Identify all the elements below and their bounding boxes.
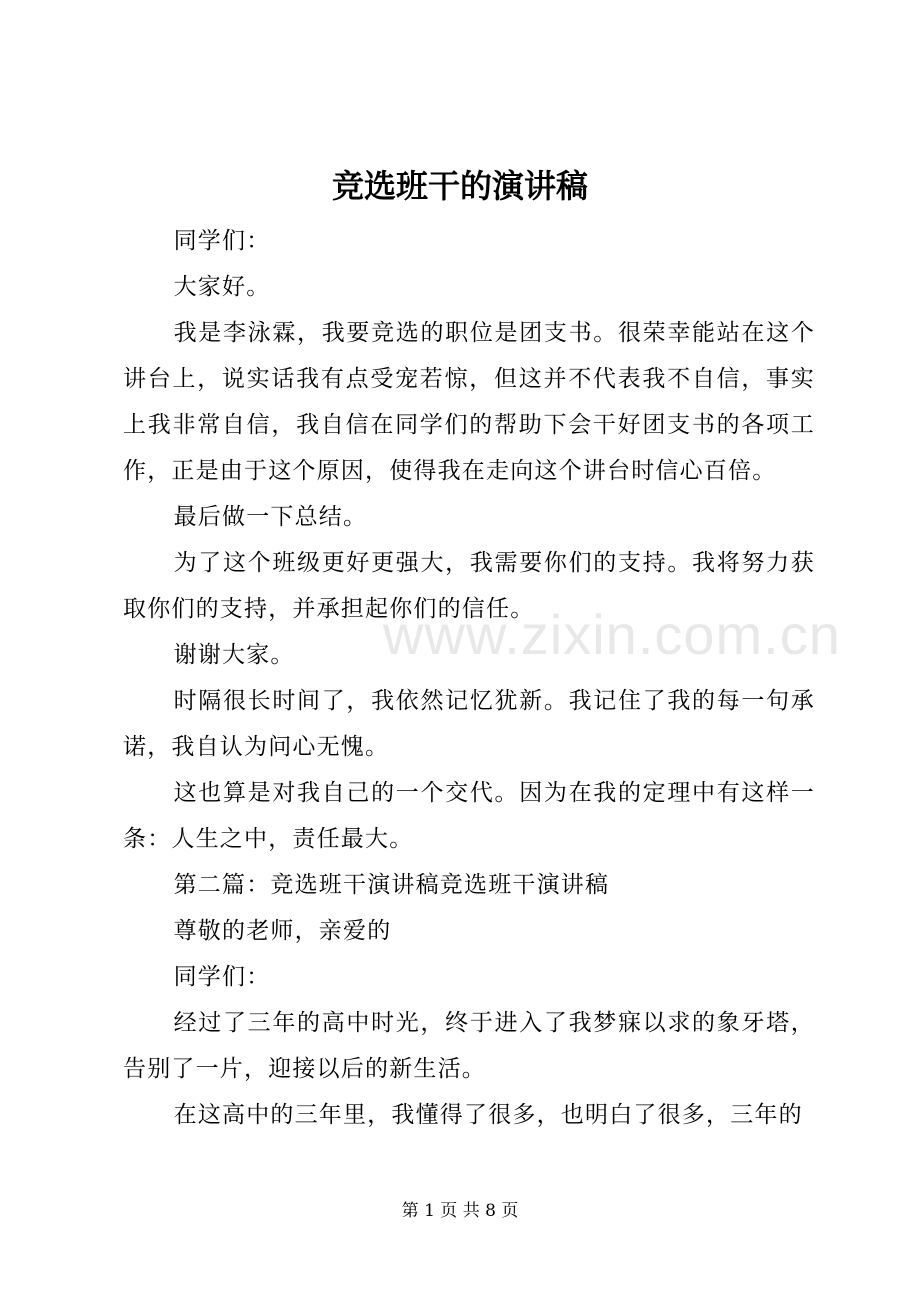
paragraph-salutation: 尊敬的老师，亲爱的 [173, 918, 392, 944]
paragraph-classmates: 同学们： [173, 964, 271, 990]
paragraph-hello: 大家好。 [173, 274, 271, 300]
document-body [123, 218, 815, 1138]
paragraph-memory: 时隔很长时间了，我依然记忆犹新。我记住了我的每一句承诺，我自认为问心无愧。 [123, 688, 815, 760]
paragraph-lessons: 在这高中的三年里，我懂得了很多，也明白了很多，三年的 [173, 1102, 803, 1128]
paragraph-second-part-heading: 第二篇：竞选班干演讲稿竞选班干演讲稿 [173, 872, 610, 898]
paragraph-responsibility: 这也算是对我自己的一个交代。因为在我的定理中有这样一条：人生之中，责任最大。 [123, 780, 815, 852]
paragraph-high-school-years: 经过了三年的高中时光，终于进入了我梦寐以求的象牙塔，告别了一片，迎接以后的新生活。 [123, 1010, 815, 1082]
paragraph-summary-lead: 最后做一下总结。 [173, 504, 368, 530]
paragraph-introduction: 我是李泳霖，我要竞选的职位是团支书。很荣幸能站在这个讲台上，说实话我有点受宠若惊，但这并不代表我不自信，事实上我非常自信，我自信在同学们的帮助下会干好团支书的各项工作，正是由于这个原因，使得我在走向这个讲台时信心百倍。 [123, 320, 815, 484]
paragraph-thanks: 谢谢大家。 [173, 642, 295, 668]
document-title: 竞选班干的演讲稿 [331, 167, 588, 205]
paragraph-support-request: 为了这个班级更好更强大，我需要你们的支持。我将努力获取你们的支持，并承担起你们的信任。 [123, 550, 815, 622]
paragraph-greeting: 同学们： [173, 228, 271, 254]
watermark: www.zixin.com.cn [383, 603, 841, 666]
page-footer: 第 1 页 共 8 页 [401, 1201, 519, 1221]
